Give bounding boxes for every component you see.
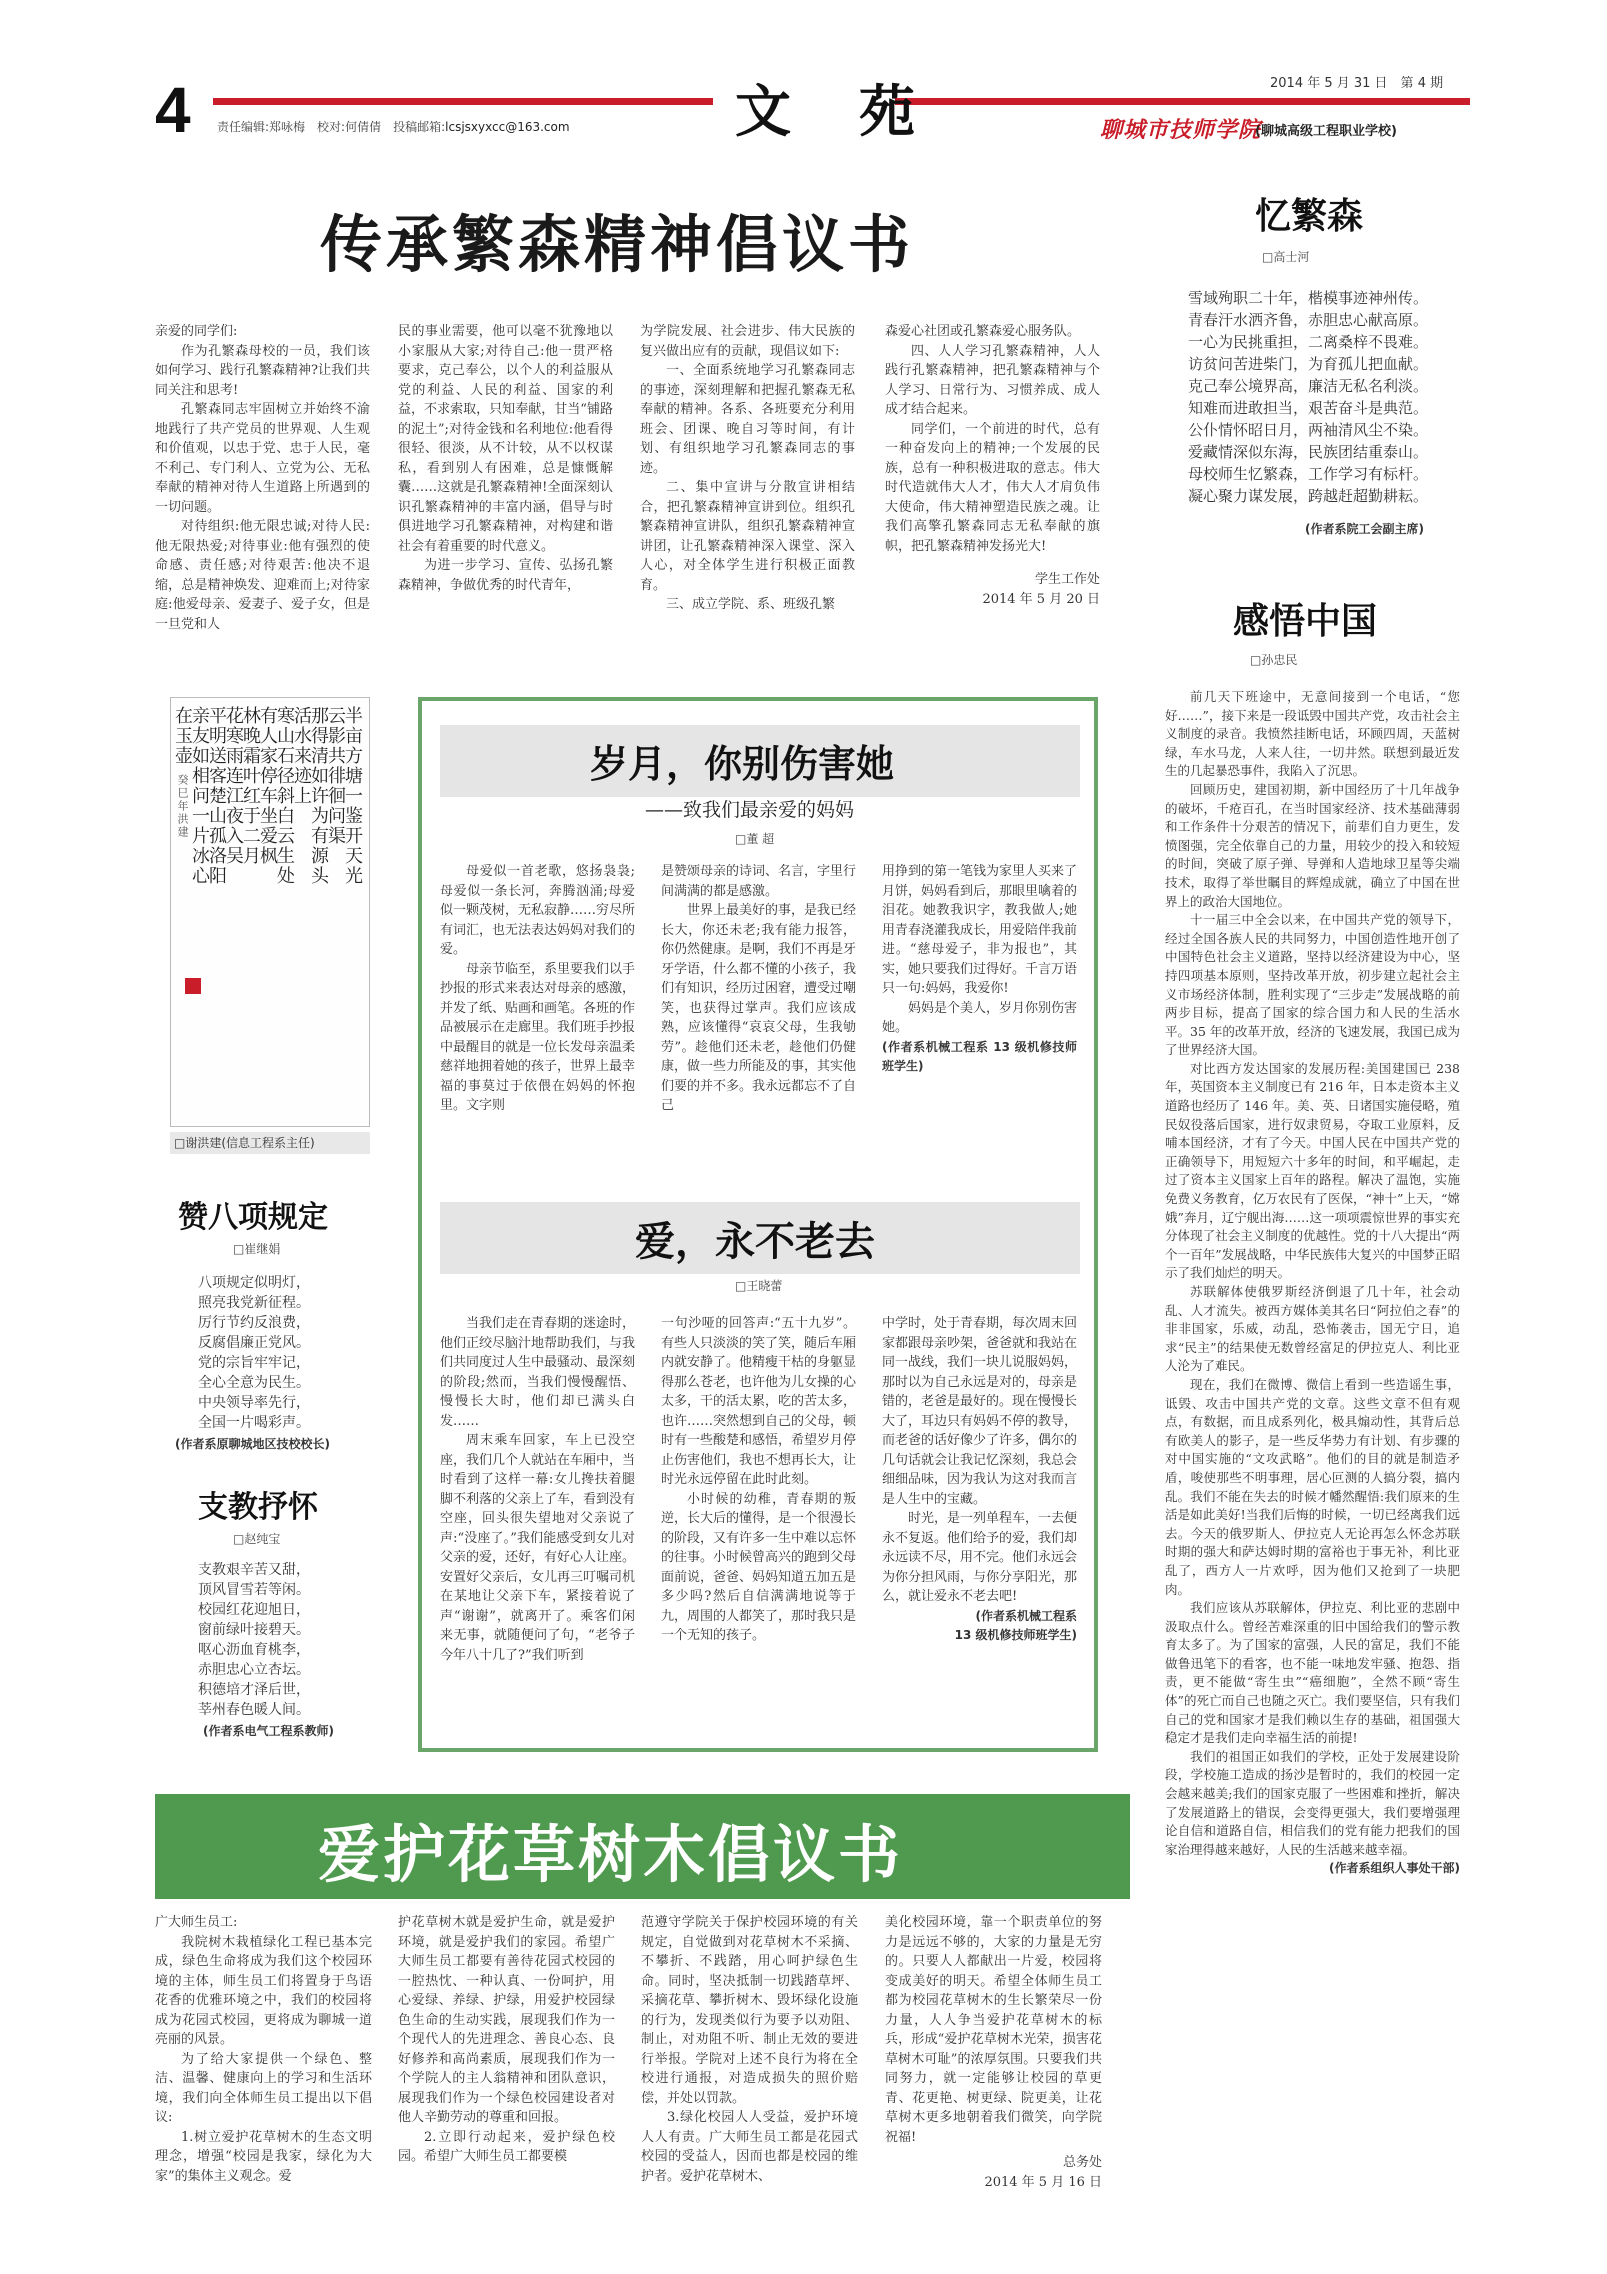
zanbaxiang-footer: (作者系原聊城地区技校校长)	[175, 1437, 330, 1451]
suiyue-footer: (作者系机械工程系 13 级机修技师班学生)	[882, 1039, 1077, 1073]
suiyue-col3	[882, 862, 1077, 1077]
ganwu-para: 苏联解体使俄罗斯经济倒退了几十年，社会动乱、人才流失。被西方媒体美其名曰“阿拉伯之春”的非非国家，乐威，动乱，恐怖袭击，国无宁日，追求“民主”的结果使无数曾经富足的伊拉克人、利比亚人沦为了难民。	[1165, 1284, 1460, 1374]
poem-line: 访贫问苦进柴门，为育孤儿把血献。	[1188, 355, 1429, 373]
suiyue-para: 是赞颂母亲的诗词、名言，字里行间满满的都是感激。	[661, 864, 857, 899]
main-title: 传承繁森精神倡议书	[320, 208, 915, 281]
ganwu-para: 现在，我们在微博、微信上看到一些造谣生事，诋毁、攻击中国共产党的文章。这些文章不但有观点，有数据，而且成系列化，极具煽动性，其背后总有欧美人的影子，是一些反华势力有计划、有步骤的对中国实施的“文攻武略”。他们的目的就是制造矛盾，唆使那些不明事理，居心叵测的人搞分裂，搞内乱。我们不能在失去的时候才幡然醒悟:我们原来的生活是如此美好!当我们后悔的时候，一切已经离我们远去。今天的俄罗斯人、伊拉克人无论再怎么怀念苏联时期的强大和萨达姆时期的富裕也于事无补，利比亚乱了，西方人一片欢呼，因为他们又抢到了一块肥肉。	[1165, 1376, 1460, 1597]
issue-date: 2014 年 5 月 31 日 第 4 期	[1270, 76, 1444, 91]
ai-col2	[661, 1314, 856, 1646]
yifansen-footer: (作者系院工会副主席)	[1305, 522, 1424, 536]
poem-line: 八项规定似明灯，	[198, 1275, 310, 1291]
calligraphy-text	[174, 706, 361, 1116]
ai-para: 小时候的幼稚，青春期的叛逆，长大后的懂得，是一个很漫长的阶段，又有许多一生中难以忘怀的往事。小时候曾高兴的跑到父母面前说，爸爸、妈妈知道五加五是多少吗?然后自信满满地说等于九，周围的人都笑了，那时我只是一个无知的孩子。	[661, 1491, 857, 1643]
aihu-col1	[155, 1913, 372, 2186]
poem-line: 支教艰辛苦又甜，	[198, 1562, 310, 1578]
article1-para: 孔繁森同志牢固树立并始终不渝地践行了共产党员的世界观、人生观和价值观，以忠于党、忠于人民，毫不利己、专门利人、立党为公、无私奉献的精神对待人生道路上所遇到的一切问题。	[155, 402, 370, 515]
poem-line: 积德培才泽后世，	[198, 1682, 310, 1698]
ganwu-para: 前几天下班途中，无意间接到一个电话，“您好……”，接下来是一段诋毁中国共产党，攻击社会主义制度的录音。我愤然挂断电话，环顾四周，天蓝树绿，车水马龙，人来人往，一切井然。联想到最近发生的几起暴恐事件，我陷入了沉思。	[1165, 689, 1460, 779]
calligraphy-box	[170, 697, 370, 1127]
calligraphy-column: 云影共徘徊问渠	[325, 706, 346, 846]
ai-col3	[882, 1314, 1077, 1646]
suiyue-para: 母亲节临至，系里要我们以手抄报的形式来表达对母亲的感激，并发了纸、贴画和画笔。各班的作品被展示在走廊里。我们班手抄报中最醒目的就是一位长发母亲温柔慈祥地拥着她的孩子，世界上最幸福的事莫过于依偎在妈妈的怀抱里。文字则	[440, 961, 636, 1113]
suiyue-col1	[440, 862, 635, 1116]
zhijiao-poem	[198, 1560, 378, 1720]
aihu-para: 范遵守学院关于保护校园环境的有关规定，自觉做到对花草树木不采摘、不攀折、不践踏，用心呵护绿色生命。同时，坚决抵制一切践踏草坪、采摘花草、攀折树木、毁坏绿化设施的行为，发现类似行为要予以劝阻、制止，对劝阻不听、制止无效的要进行举报。学院对上述不良行为将在全校进行通报，对造成损失的照价赔偿，并处以罚款。	[641, 1915, 858, 2106]
poem-line: 中央领导率先行，	[198, 1395, 310, 1411]
poem-line: 窗前绿叶接碧天。	[198, 1622, 310, 1638]
article1-para: 对待组织:他无限忠诚;对待人民:他无限热爱;对待事业:他有强烈的使命感、责任感;对待艰苦:他决不退缩，总是精神焕发、迎难而上;对待家庭:他爱母亲、爱妻子、爱子女，但是一旦党和人	[155, 519, 370, 632]
poem-line: 青春汗水洒齐鲁，赤胆忠心献高原。	[1188, 311, 1429, 329]
article1-col2	[398, 322, 613, 595]
poem-line: 顶风冒雪若等闲。	[198, 1582, 310, 1598]
ganwu-title: 感悟中国	[1233, 601, 1378, 642]
article1-col4	[885, 322, 1100, 609]
poem-line: 校园红花迎旭日，	[198, 1602, 310, 1618]
school-logo: 聊城市技师学院	[1100, 117, 1262, 143]
aihu-greeting: 广大师生员工:	[155, 1915, 238, 1930]
aihu-para: 2.立即行动起来，爱护绿色校园。希望广大师生员工都要模	[398, 2129, 615, 2164]
poem-line: 公仆情怀昭日月，两袖清风尘不染。	[1188, 421, 1429, 439]
aihu-para: 护花草树木就是爱护生命，就是爱护环境，就是爱护我们的家园。希望广大师生员工都要有善待花园式校园的一腔热忱、一种认真、一份呵护，用心爱绿、养绿、护绿，用爱护校园绿色生命的生动实践，展现我们作为一个现代人的先进理念、善良心态、良好修养和高尚素质，展现我们作为一个学院人的主人翁精神和团队意识，展现我们作为一个绿色校园建设者对他人辛勤劳动的尊重和回报。	[398, 1915, 615, 2125]
calligraphy-caption: □谢洪建(信息工程系主任)	[170, 1132, 370, 1154]
poem-line: 反腐倡廉正党风。	[198, 1335, 310, 1351]
aihu-para: 为了给大家提供一个绿色、整洁、温馨、健康向上的学习和生活环境，我们向全体师生员工提出以下倡议:	[155, 2051, 372, 2125]
contribution-email[interactable]: lcsjsxyxcc@163.com	[445, 120, 570, 134]
calligraphy-column: 平明送客楚山孤洛阳	[206, 706, 227, 886]
aihu-para: 美化校园环境，靠一个职责单位的努力是远远不够的，大家的力量是无穷的。只要人人都献出一片爱，校园将变成美好的明天。希望全体师生员工都为校园花草树木的生长繁荣尽一份力量，人人争当爱护花草树木的标兵，形成“爱护花草树木光荣，损害花草树木可耻”的浓厚氛围。只要我们共同努力，就一定能够让校园的草更青、花更艳、树更绿、院更美，让花草树木更多地朝着我们微笑，向学院祝福!	[885, 1915, 1102, 2145]
zhijiao-title: 支教抒怀	[198, 1490, 318, 1525]
ganwu-para: 我们的祖国正如我们的学校，正处于发展建设阶段，学校施工造成的扬沙是暂时的，我们的校园一定会越来越美;我们的国家克服了一些困难和挫折，解决了发展道路上的错误，会变得更强大，我们要增强理论自信和道路自信，相信我们的党有能力把我们的国家治理得越来越好，人民的生活越来越幸福。	[1165, 1748, 1460, 1857]
header-red-bar-left	[213, 98, 713, 105]
zhijiao-author: □赵纯宝	[233, 1532, 281, 1546]
suiyue-para: 妈妈是个美人，岁月你别伤害她。	[882, 1000, 1078, 1035]
article1-para: 为学院发展、社会进步、伟大民族的复兴做出应有的贡献，现倡议如下:	[640, 324, 855, 359]
article1-para: 二、集中宣讲与分散宣讲相结合，把孔繁森精神宣讲到位。组织孔繁森精神宣讲队，组织孔繁森精神宣讲团，让孔繁森精神深入课堂、深入人心，对全体学生进行积极正面教育。	[640, 480, 855, 593]
poem-line: 赤胆忠心立杏坛。	[198, 1662, 310, 1678]
ai-author: □王晓蕾	[735, 1279, 783, 1293]
zhijiao-footer: (作者系电气工程系教师)	[203, 1724, 334, 1738]
ai-para: 一句沙哑的回答声:“五十九岁”。有些人只淡淡的笑了笑，随后车厢内就安静了。他精瘦干枯的身躯显得那么苍老，也许他为儿女操的心太多，干的活太累，吃的苦太多，也许……突然想到自己的父母，顿时有一些酸楚和感悟，希望岁月停止伤害他们，我也不想再长大，让时光永远停留在此时此刻。	[661, 1316, 857, 1487]
ganwu-body	[1165, 688, 1460, 1878]
ai-col1	[440, 1314, 635, 1665]
ganwu-author: □孙忠民	[1250, 653, 1298, 667]
ganwu-para: 十一届三中全会以来，在中国共产党的领导下，经过全国各族人民的共同努力，中国创造性地开创了中国特色社会主义道路，坚持以经济建设为中心，坚持四项基本原则，坚持改革开放，初步建立起社会主义市场经济体制，胜利实现了“三步走”发展战略的前两步目标，提高了国家的综合国力和人民的生活水平。35 年的改革开放，经济的飞速发展，我国已成为了世界经济大国。	[1165, 912, 1460, 1058]
poem-line: 莘州春色暖人间。	[198, 1702, 310, 1718]
article1-para: 森爱心社团或孔繁森爱心服务队。	[885, 324, 1081, 339]
article1-col1	[155, 322, 370, 634]
zanbaxiang-title: 赞八项规定	[178, 1200, 328, 1235]
page-number: 4	[155, 74, 191, 146]
header-editors	[217, 118, 570, 135]
poem-line: 党的宗旨牢牢记，	[198, 1355, 310, 1371]
header-red-bar-right	[895, 98, 1470, 105]
article1-para: 为进一步学习、宣传、弘扬孔繁森精神，争做优秀的时代青年，	[398, 558, 613, 593]
suiyue-para: 用挣到的第一笔钱为家里人买来了月饼，妈妈看到后，那眼里噙着的泪花。她教我识字，教我做人;她用青春浇灌我成长，用爱陪伴我前进。“慈母爱子，非为报也”，其实，她只要我们过得好。千言万语只一句:妈妈，我爱你!	[882, 864, 1078, 996]
aihu-title: 爱护花草树木倡议书	[318, 1818, 904, 1891]
suiyue-author: □董 超	[735, 832, 775, 846]
poem-line: 厉行节约反浪费，	[198, 1315, 310, 1331]
calligraphy-column: 活水来迹上	[291, 706, 312, 806]
article1-para: 同学们，一个前进的时代，总有一种奋发向上的精神;一个发展的民族，总有一种积极进取的意志。伟大时代造就伟大人才，伟大人才肩负伟大使命，伟大精神塑造民族之魂。让我们高擎孔繁森同志无私奉献的旗帜，把孔繁森精神发扬光大!	[885, 421, 1100, 554]
calligraphy-column: 寒山石径斜白云生处	[274, 706, 295, 886]
article1-para: 作为孔繁森母校的一员，我们该如何学习、践行孔繁森精神?让我们共同关注和思考!	[155, 343, 370, 398]
ai-para: 周末乘车回家，车上已没空座，我们几个人就站在车厢中，当时看到了这样一幕:女儿搀扶着腿脚不利落的父亲上了车，看到没有空座，回头很失望地对父亲说了声:“没座了。”我们能感受到女儿对父亲的爱，还好，有好心人让座。安置好父亲后，女儿再三叮嘱司机在某地让父亲下车，紧接着说了声“谢谢”，就离开了。乘客们闲来无事，就随便问了句，“老爷子今年八十几了?”我们听到	[440, 1433, 636, 1663]
ai-para: 当我们走在青春期的迷途时，他们正绞尽脑汁地帮助我们，与我们共同度过人生中最骚动、最深刻的阶段;然而，当我们慢慢醒悟、慢慢长大时，他们却已满头白发……	[440, 1316, 636, 1429]
poem-line: 爱藏情深似东海，民族团结重泰山。	[1188, 443, 1429, 461]
calligraphy-column: 花寒雨连江夜入吴	[223, 706, 244, 866]
suiyue-col2	[661, 862, 856, 1116]
calligraphy-column: 林晚霜叶红于二月	[240, 706, 261, 866]
suiyue-subtitle: ——致我们最亲爱的妈妈	[645, 799, 855, 821]
suiyue-para: 母爱似一首老歌，悠扬袅袅;母爱似一条长河，奔腾汹涌;母爱似一颗茂树，无私寂静……穷尽所有词汇，也无法表达妈妈对我们的爱。	[440, 864, 636, 957]
article1-para: 一、全面系统地学习孔繁森同志的事迹，深刻理解和把握孔繁森无私奉献的精神。各系、各班要充分利用班会、团课、晚自习等时间，有计划、有组织地学习孔繁森同志的事迹。	[640, 363, 855, 476]
poem-line: 一心为民挑重担，二离桑梓不畏难。	[1188, 333, 1429, 351]
zanbaxiang-author: □崔继娟	[233, 1242, 281, 1256]
yifansen-title: 忆繁森	[1255, 196, 1364, 237]
ai-title: 爱，永不老去	[635, 1218, 875, 1265]
poem-line: 全国一片喝彩声。	[198, 1415, 310, 1431]
poem-line: 呕心沥血育桃李，	[198, 1642, 310, 1658]
section-title: 文 苑	[735, 79, 921, 145]
calligraphy-column: 在玉壶	[172, 706, 193, 766]
article1-para: 四、人人学习孔繁森精神，人人践行孔繁森精神，把孔繁森精神与个人学习、日常行为、习惯养成、成人成才结合起来。	[885, 343, 1100, 417]
poem-line: 凝心聚力谋发展，跨越赶超勤耕耘。	[1188, 487, 1429, 505]
yifansen-author: □高士河	[1262, 250, 1310, 264]
article1-signature: 学生工作处	[1034, 572, 1100, 587]
ganwu-footer: (作者系组织人事处干部)	[1329, 1861, 1460, 1876]
aihu-col2	[398, 1913, 615, 2167]
article1-date: 2014 年 5 月 20 日	[982, 591, 1100, 607]
poem-line: 知难而进敢担当，艰苦奋斗是典范。	[1188, 399, 1429, 417]
poem-line: 雪域殉职二十年，楷模事迹神州传。	[1188, 289, 1429, 307]
aihu-para: 3.绿化校园人人受益，爱护环境人人有责。广大师生员工都是花园式校园的受益人，因而也都是校园的维护者。爱护花草树木、	[641, 2110, 858, 2184]
poem-line: 照亮我党新征程。	[198, 1295, 310, 1311]
poem-line: 母校师生忆繁森，工作学习有标杆。	[1188, 465, 1429, 483]
ganwu-para: 我们应该从苏联解体，伊拉克、利比亚的悲剧中汲取点什么。曾经苦难深重的旧中国给我们的警示教育太多了。为了国家的富强，人民的富足，我们不能做鲁迅笔下的看客，也不能一味地发牢骚、抱怨、指责，更不能做“寄生虫”“癌细胞”，全然不顾“寄生体”的死亡而自己也随之灭亡。我们要坚信，只有我们自己的党和国家才是我们赖以生存的基础，祖国强大稳定才是我们走向幸福生活的前提!	[1165, 1600, 1460, 1746]
aihu-signature: 总务处	[1062, 2155, 1102, 2170]
ai-para: 时光，是一列单程车，一去便永不复返。他们给予的爱，我们却永远读不尽，用不完。他们永远会为你分担风雨，与你分享阳光，那么，就让爱永不老去吧!	[882, 1511, 1078, 1604]
article1-col3	[640, 322, 855, 615]
aihu-para: 1.树立爱护花草树木的生态文明理念，增强“校园是我家，绿化为大家”的集体主义观念。爱	[155, 2129, 372, 2184]
calligraphy-column: 有人家停车坐爱枫	[257, 706, 278, 866]
ganwu-para: 回顾历史，建国初期，新中国经历了十几年战争的破坏，千疮百孔，在当时国家经济、技术基础薄弱和工作条件十分艰苦的情况下，前辈们自力更生，发愤图强，完全依靠自己的力量，用较少的投入和较短的时间，突破了原子弹、导弹和人造地球卫星等尖端技术，取得了举世瞩目的辉煌成就，确立了中国在世界上的政治大国地位。	[1165, 781, 1460, 909]
calligraphy-column: 亲友如相问一片冰心	[189, 706, 210, 886]
ai-para: 中学时，处于青春期，每次周末回家都跟母亲吵架，爸爸就和我站在同一战线，我们一块儿说服妈妈，那时以为自己永远是对的，母亲是错的，老爸是最好的。现在慢慢长大了，耳边只有妈妈不停的教导，而老爸的话好像少了许多，偶尔的几句话就会让我记忆深刻，我总会细细品味，因为我认为这对我而言是人生中的宝藏。	[882, 1316, 1078, 1507]
yifansen-poem	[1188, 287, 1488, 507]
ai-footer: 13 级机修技师班学生)	[954, 1628, 1077, 1642]
aihu-date: 2014 年 5 月 16 日	[984, 2174, 1102, 2190]
article1-para: 三、成立学院、系、班级孔繁	[666, 597, 836, 612]
article1-greeting: 亲爱的同学们:	[155, 324, 238, 339]
poem-line: 全心全意为民生。	[198, 1375, 310, 1391]
school-subtitle: (聊城高级工程职业学校)	[1255, 124, 1397, 139]
suiyue-para: 世界上最美好的事，是我已经长大，你还未老;我有能力报答，你仍然健康。是啊，我们不再是牙牙学语，什么都不懂的小孩子，我们有知识，经历过困窘，遭受过嘲笑，也获得过掌声。我们应该成熟，应该懂得“哀哀父母，生我劬劳”。趁他们还未老，趁他们仍健康，做一些力所能及的事，其实他们要的并不多。我永远都忘不了自己	[661, 903, 857, 1113]
aihu-col4	[885, 1913, 1102, 2192]
editors-text: 责任编辑:郑咏梅 校对:何倩倩 投稿邮箱:	[217, 120, 446, 134]
ai-footer: (作者系机械工程系	[975, 1608, 1077, 1623]
calligraphy-seal	[185, 978, 201, 994]
suiyue-title: 岁月，你别伤害她	[590, 741, 895, 786]
zanbaxiang-poem	[198, 1273, 378, 1433]
article1-para: 民的事业需要，他可以毫不犹豫地以小家服从大家;对待自己:他一贯严格要求，克己奉公，以个人的利益服从党的利益、人民的利益、国家的利益，不求索取，只知奉献，甘当“铺路的泥土”;对待金钱和名利地位:他看得很轻、很淡，从不计较，从不以权谋私，看到别人有困难，总是慷慨解囊……这就是孔繁森精神!全面深刻认识孔繁森精神的丰富内涵，倡导与时俱进地学习孔繁森精神，对构建和谐社会有着重要的时代意义。	[398, 324, 613, 554]
calligraphy-column: 半亩方塘一鉴开天光	[342, 706, 363, 886]
poem-line: 克己奉公境界高，廉洁无私名利淡。	[1188, 377, 1429, 395]
calligraphy-column: 那得清如许为有源头	[308, 706, 329, 886]
ganwu-para: 对比西方发达国家的发展历程:美国建国已 238 年，英国资本主义制度已有 216 年，日本走资本主义道路也经历了 146 年。美、英、日诸国实施侵略，殖民奴役落后国家，进行奴隶贸易，夺取工业原料，反哺本国经济，才有了今天。中国人民在中国共产党的正确领导下，用短短六十多年的时间，和平崛起，走过了资本主义国家上百年的路程。解决了温饱，实施免费义务教育，亿万农民有了医保，“神十”上天，“嫦娥”奔月，辽宁舰出海……这一项项震惊世界的事实充分体现了社会主义制度的优越性。党的十八大提出“两个一百年”发展战略，中华民族伟大复兴的中国梦正昭示了我们灿烂的明天。	[1165, 1060, 1460, 1281]
aihu-para: 我院树木栽植绿化工程已基本完成，绿色生命将成为我们这个校园环境的主体，师生员工们将置身于鸟语花香的优雅环境之中，我们的校园将成为花园式校园，更将成为聊城一道亮丽的风景。	[155, 1934, 372, 2047]
aihu-col3	[641, 1913, 858, 2186]
calligraphy-seal-text: 癸巳年洪建	[176, 773, 189, 839]
